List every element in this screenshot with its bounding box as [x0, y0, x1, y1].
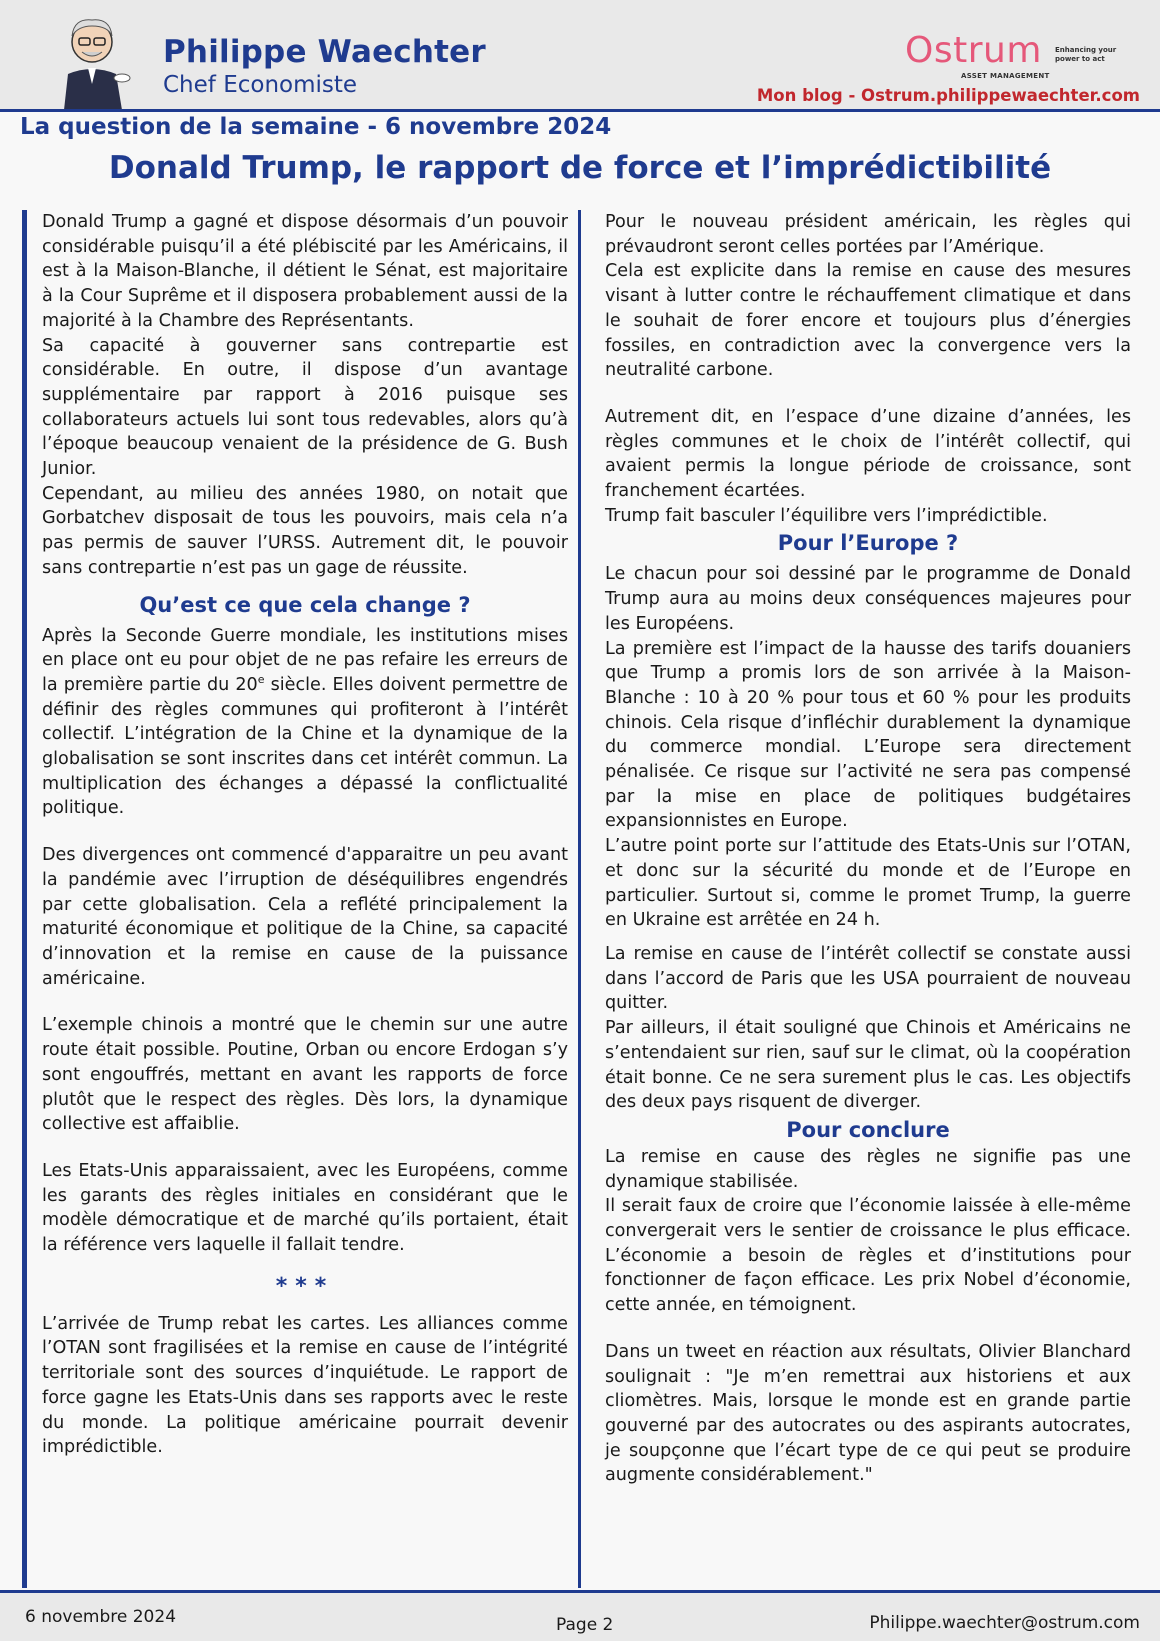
paragraph: Cela est explicite dans la remise en cause des mesures visant à lutter contre le réchauffement climatique et dans le souhait de forer encore et toujours plus d’énergies fossiles, en contradiction avec la convergence vers la neutralité carbone.: [605, 261, 1131, 381]
page-title: Donald Trump, le rapport de force et l’imprédictibilité: [108, 150, 1052, 186]
paragraph: La première est l’impact de la hausse des tarifs douaniers que Trump a promis lors de son arrivée à la Maison-Blanche : 10 à 20 % pour tous et 60 % pour les produits chinois. Cela risque d’infléchir durablement la dynamique du commerce mondial. L’Europe sera directement pénalisée. Ce risque sur l’activité ne sera pas compensé par la mise en place de politiques budgétaires expansionnistes en Europe.: [605, 638, 1131, 832]
brand-logo: [905, 30, 1115, 82]
blog-link[interactable]: Mon blog - Ostrum.philippewaechter.com: [756, 86, 1140, 105]
paragraph: L’autre point porte sur l’attitude des Etats-Unis sur l’OTAN, et donc sur la sécurité du monde et de l’Europe en particulier. Surtout si, comme le promet Trump, la guerre en Ukraine est arrêtée en 24 h.: [605, 836, 1131, 931]
paragraph: La remise en cause des règles ne signifie pas une dynamique stabilisée.: [605, 1146, 1131, 1192]
paragraph: Donald Trump a gagné et dispose désormais d’un pouvoir considérable puisqu’il a été plébiscité par les Américains, il est à la Maison-Blanche, il détient le Sénat, est majoritaire à la Cour Suprême et il disposera probablement aussi de la majorité à la Chambre des Représentants.: [42, 212, 568, 331]
left-column-rule: [22, 210, 27, 1588]
right-column-rule: [578, 210, 581, 1588]
paragraph: Des divergences ont commencé d'apparaitre un peu avant la pandémie avec l’irruption de déséquilibres engendrés par cette globalisation. Cela a reflété principalement la maturité économique et politique de la Chine, sa capacité d’innovation et la remise en cause de la puissance américaine.: [42, 845, 568, 989]
brand-subtitle: ASSET MANAGEMENT: [961, 72, 1050, 80]
section-heading: Pour l’Europe ?: [777, 531, 959, 556]
paragraph: Pour le nouveau président américain, les règles qui prévaudront seront celles portées par l’Amérique.: [605, 212, 1131, 257]
brand-tagline: Enhancing your power to act: [1055, 46, 1117, 63]
page-number: Page 2: [556, 1615, 614, 1635]
author-name: Philippe Waechter: [163, 34, 486, 70]
paragraph: Par ailleurs, il était souligné que Chinois et Américains ne s’entendaient sur rien, sauf sur le climat, où la coopération était bonne. Ce ne sera surement plus le cas. Les objectifs des deux pays risquent de diverger.: [605, 1018, 1131, 1113]
paragraph: La remise en cause de l’intérêt collectif se constate aussi dans l’accord de Paris que les USA pourraient de nouveau quitter.: [605, 943, 1131, 1014]
paragraph: Trump fait basculer l’équilibre vers l’imprédictible.: [605, 505, 1048, 526]
paragraph: Dans un tweet en réaction aux résultats, Olivier Blanchard soulignait : "Je m’en remettrai aux historiens et aux cliomètres. Mais, lorsque le monde est en grande partie gouverné par des autocrates ou des aspirants autocrates, je soupçonne que l’écart type de ce qui peut se produire augmente considérablement.": [605, 1341, 1131, 1486]
paragraph: L’exemple chinois a montré que le chemin sur une autre route était possible. Poutine, Orban ou encore Erdogan s’y sont engouffrés, mettant en avant les rapports de force plutôt que le respect des règles. Dès lors, la dynamique collective est affaiblie.: [42, 1015, 568, 1135]
header-divider: [0, 109, 1160, 112]
paragraph: L’arrivée de Trump rebat les cartes. Les alliances comme l’OTAN sont fragilisées et la remise en cause de l’intégrité territoriale sont des sources d’inquiétude. Le rapport de force gagne les Etats-Unis dans ses rapports avec le reste du monde. La politique américaine pourrait devenir imprédictible.: [42, 1313, 568, 1458]
page-header: [0, 0, 1160, 110]
paragraph: Cependant, au milieu des années 1980, on notait que Gorbatchev disposait de tous les pouvoirs, mais cela n’a pas permis de sauver l’URSS. Autrement dit, le pouvoir sans contrepartie n’est pas un gage de réussite.: [42, 483, 568, 578]
section-heading: Qu’est ce que cela change ?: [139, 592, 471, 617]
page-footer: [0, 1590, 1160, 1641]
kicker: La question de la semaine - 6 novembre 2024: [20, 114, 612, 140]
paragraph: Les Etats-Unis apparaissaient, avec les Européens, comme les garants des règles initiales en considérant que le modèle démocratique et de marché qu’ils portaient, était la référence vers laquelle il fallait tendre.: [42, 1160, 568, 1256]
author-avatar: [52, 12, 134, 110]
paragraph: Il serait faux de croire que l’économie laissée à elle-même convergerait vers le sentier de croissance le plus efficace. L’économie a besoin de règles et d’institutions pour fonctionner de façon efficace. Les prix Nobel d’économie, cette année, en témoignent.: [605, 1196, 1131, 1316]
footer-email[interactable]: Philippe.waechter@ostrum.com: [869, 1613, 1140, 1633]
section-heading: Pour conclure: [786, 1117, 950, 1142]
brand-name: Ostrum: [905, 30, 1042, 71]
paragraph: Le chacun pour soi dessiné par le programme de Donald Trump aura au moins deux conséquences majeures pour les Européens.: [605, 564, 1131, 634]
right-column: [605, 210, 1131, 1488]
section-separator: ***: [275, 1273, 335, 1299]
left-column: [42, 210, 568, 1460]
paragraph: Autrement dit, en l’espace d’une dizaine d’années, les règles communes et le choix de l’intérêt collectif, qui avaient permis la longue période de croissance, sont franchement écartées.: [605, 406, 1131, 502]
paragraph: Après la Seconde Guerre mondiale, les institutions mises en place ont eu pour objet de ne pas refaire les erreurs de la première partie du 20e siècle. Elles doivent permettre de définir des règles communes qui profiteront à l’intérêt collectif. L’intégration de la Chine et la dynamique de la globalisation se sont inscrites dans cet intérêt commun. La multiplication des échanges a dépassé la conflictualité politique.: [42, 625, 568, 819]
author-role: Chef Economiste: [163, 72, 358, 98]
paragraph: Sa capacité à gouverner sans contrepartie est considérable. En outre, il dispose d’un avantage supplémentaire par rapport à 2016 puisque ses collaborateurs actuels lui sont tous redevables, alors qu’à l’époque beaucoup venaient de la présidence de G. Bush Junior.: [42, 335, 568, 480]
footer-date: 6 novembre 2024: [25, 1607, 177, 1627]
